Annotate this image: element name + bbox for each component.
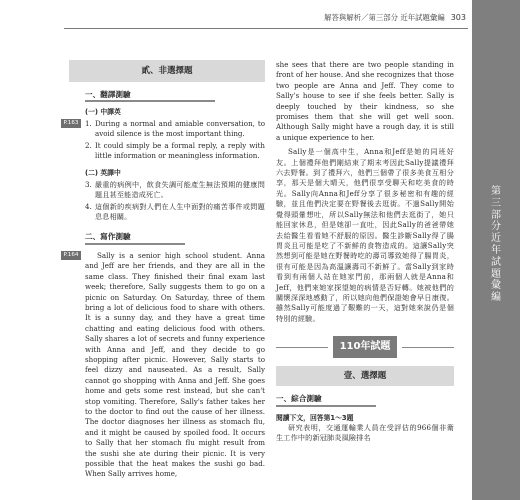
side-tab-char: 近 <box>491 233 501 245</box>
section-banner-choice: 壹、選擇題 <box>276 366 454 386</box>
side-tab-char: 三 <box>491 197 501 209</box>
essay-paragraph <box>63 250 265 480</box>
section-side-tab <box>472 0 520 500</box>
side-tab-char: 彙 <box>491 280 501 292</box>
essay-text: Sally is a senior high school student. Anna and Jeff are her friends, and they are all in the same class. They finished their final exam last week; therefore, Sally suggests them to go on a picnic on Saturday. On Saturday, three of them bring a lot of delicious food to share with others. It is a sunny day, and they have a great time chatting and eating delicious food with others. Sally shares a lot of secrets and funny experience with Anna and Jeff, and they decide to go shopping after picnic. However, Sally starts to feel dizzy and nauseated. As a result, Sally cannot go shopping with Anna and Jeff. She goes home and gets some rest instead, but she can't stop vomiting. Therefore, Sally's father takes her to the doctor to find out the cause of her illness. The doctor diagnoses her illness as stomach flu, and it might be caused by spoiled food. It occurs to Sally that her stomach flu might result from the sushi she ate during their picnic. It is very possible that the heat makes the sushi go bad. When Sally arrives home, <box>85 250 265 479</box>
item-number: 1. <box>85 118 92 128</box>
item-text: During a normal and amiable conversation, to avoid silence is the most important thing. <box>95 118 265 139</box>
side-tab-char: 第 <box>491 186 501 197</box>
answer-item <box>63 118 265 140</box>
right-column <box>276 60 454 444</box>
left-column <box>63 60 265 480</box>
en-to-zh-subtitle: (二) 英譯中 <box>85 169 121 178</box>
answer-item <box>85 180 265 201</box>
side-tab-label <box>472 186 520 304</box>
answer-item <box>85 141 265 162</box>
translation-section-title: 一、翻譯測驗 <box>85 90 215 100</box>
header-breadcrumb: 解答與解析／第三部分 近年試題彙編 <box>324 13 445 22</box>
essay-continuation: she sees that there are two people standing in front of her house. And she recognizes that those two people are Anna and Jeff. They come to Sally's house to see if she feels better. Sally is deeply touched by their kindness, so she promises them that she will get well soon. Although Sally might have a rough day, it is still a unique experience to her. <box>276 60 454 142</box>
page-ref-tag: P.164 <box>61 251 81 260</box>
side-tab-char: 分 <box>491 221 501 233</box>
item-text: 這個新的疾病對人們在人生中面對的痛苦事件或問題息息相關。 <box>95 201 265 222</box>
header-divider <box>64 28 468 29</box>
page-ref-tag: P.163 <box>61 119 81 128</box>
answer-item <box>85 202 265 223</box>
year-rule-right <box>402 347 454 348</box>
side-tab-char: 年 <box>491 244 501 256</box>
reading-passage: 研究表明，交通運輸業人員在受評估的966個非衛生工作中的新冠肺炎風險排名 <box>276 422 454 443</box>
item-number: 2. <box>85 140 92 150</box>
reading-instruction: 閱讀下文，回答第1～3題 <box>276 413 354 422</box>
writing-section-title: 二、寫作測驗 <box>85 232 185 242</box>
item-number: 3. <box>85 179 92 189</box>
item-number: 4. <box>85 201 92 211</box>
zh-to-en-subtitle: (一) 中譯英 <box>85 108 121 117</box>
year-rule-left <box>276 347 328 348</box>
cloze-section-title: 一、綜合測驗 <box>276 394 376 404</box>
year-label: 110年試題 <box>333 336 397 358</box>
item-text: 嚴重的病例中，飲食失調可能產生無法預期的健康問題且甚至能造成死亡。 <box>95 179 265 200</box>
side-tab-char: 編 <box>491 292 501 304</box>
running-header <box>262 12 466 23</box>
section-banner-non-choice: 貳、非選擇題 <box>69 60 265 82</box>
essay-translation: Sally是一個高中生，Anna和Jeff是她的同班好友。上個禮拜他們剛結束了期末考因此Sally提議禮拜六去野餐。到了禮拜六，他們三個帶了很多美食互相分享，那天是個大晴天，他們很享受聊天和吃美食的時光。Sally向Anna和Jeff分享了很多秘密和有趣的經驗，並且他們決定要在野餐後去逛街。不過Sally開始覺得頭暈想吐，所以Sally無法和他們去逛街了，她只能回家休息，但是她卻一直吐，因此Sally的爸爸帶她去給醫生看看她不舒服的原因。醫生診斷Sally得了腸胃炎且可能是吃了不新鮮的食物造成的。這讓Sally突然想到可能是她在野餐時吃的壽司導致她得了腸胃炎，很有可能是因為高溫讓壽司不新鮮了。當Sally到家時看到有兩個人站在她家門前，那兩個人就是Anna和Jeff，他們來她家探望她的病情是否好轉。她被他們的關懷深深地感動了，所以她向他們保證她會早日康復。雖然Sally可能度過了艱難的一天，這對她來說仍是個特別的經驗。 <box>276 147 454 323</box>
side-tab-char: 試 <box>491 256 501 268</box>
side-tab-char: 題 <box>491 268 501 280</box>
year-heading <box>276 336 454 358</box>
page-number: 303 <box>450 13 466 22</box>
side-tab-char: 部 <box>491 209 501 221</box>
item-text: It could simply be a formal reply, a reply with little information or meaningless information. <box>95 140 265 161</box>
